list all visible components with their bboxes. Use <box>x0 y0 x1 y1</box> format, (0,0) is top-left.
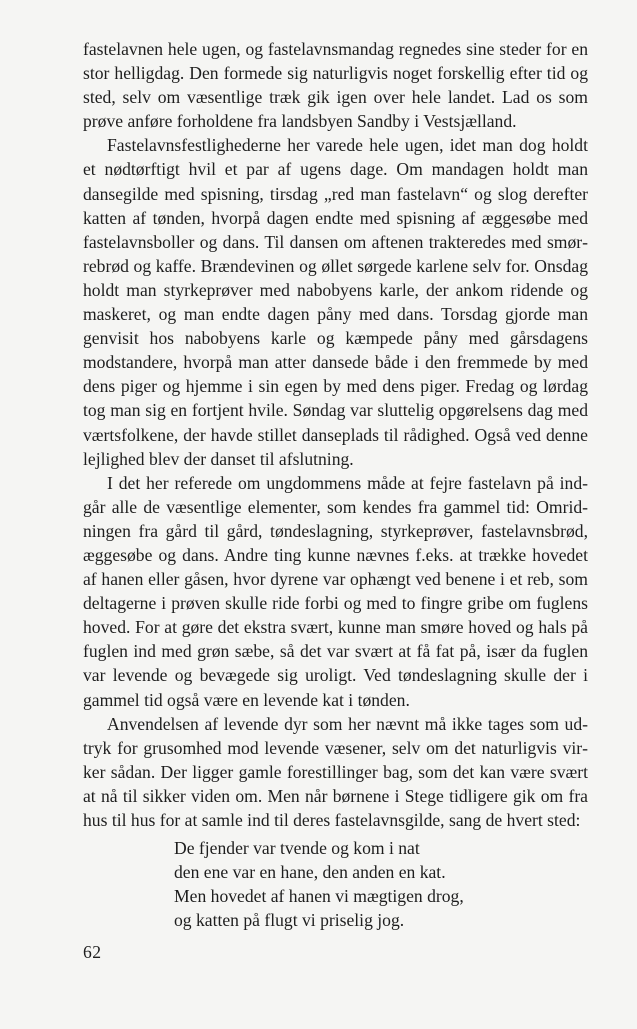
verse-line: Men hovedet af hanen vi mægtigen drog, <box>174 886 464 907</box>
verse <box>174 836 464 932</box>
paragraph-living-animals: Anvendelsen af levende dyr som her nævnt må ikke tages som udtryk for grusomhed mod levende væsener, selv om det naturligvis virker sådan. Der ligger gamle forestillinger bag, som det kan være svært at nå til sikker viden om. Men når børnene i Stege tidligere gik om fra hus til hus for at samle ind til deres fastelavnsgilde, sang de hvert sted: <box>83 713 588 830</box>
page-number: 62 <box>83 942 102 962</box>
verse-line: og katten på flugt vi priselig jog. <box>174 910 405 931</box>
paragraph-continued: fastelavnen hele ugen, og fastelavnsmandag regnedes sine steder for en stor helligdag. Den formede sig naturligvis noget forskellig efter tid og sted, selv om væsentlige træk gik igen over hele landet. Lad os som prøve anføre forholdene fra landsbyen Sandby i Vestsjælland. <box>83 39 588 132</box>
verse-line: De fjender var tvende og kom i nat <box>174 838 420 858</box>
verse-line: den ene var en hane, den anden en kat. <box>174 862 446 883</box>
paragraph-sandby-festivities: Fastelavnsfestlighederne her varede hele ugen, idet man dog holdt et nødtørftigt hvil et par af ugens dage. Om mandagen holdt man dansegilde med spisning, tirsdag „red man fastelavn“ og slog derefter katten af tønden, hvorpå dagen endte med spisning af æggesøbe med fastelavnsboller og dans. Til dansen om aftenen trakteredes med smørrebrød og kaffe. Brændevinen og øllet sørgede karlene selv for. Onsdag holdt man styrkeprøver med nabobyens karle, der ankom ridende og maskeret, og man endte dagen påny med dans. Torsdag gjorde man genvisit hos nabobyens karle og kæmpede påny med gårsdagens modstandere, hvorpå man atter dansede både i den fremmede by med dens piger og hjemme i sin egen by med dens piger. Fredag og lørdag tog man sig en fortjent hvile. Søndag var sluttelig opgørelsens dag med værtsfolkene, der havde stillet danseplads til rådighed. Også ved denne lejlighed blev der danset til afslutning. <box>83 135 588 469</box>
body-text <box>83 37 588 832</box>
paragraph-elements: I det her referede om ungdommens måde at fejre fastelavn på indgår alle de væsentlige elementer, som kendes fra gammel tid: Omridningen fra gård til gård, tøndeslagning, styrkeprøver, fastelavnsbrød, æggesøbe og dans. Andre ting kunne nævnes f.eks. at trække hovedet af hanen eller gåsen, hvor dyrene var ophængt ved benene i et reb, som deltagerne i prøven skulle ride forbi og med to fingre gribe om fuglens hoved. For at gøre det ekstra svært, kunne man smøre hoved og hals på fuglen ind med grøn sæbe, så det var svært at få fat på, især da fuglen var levende og bevægede sig uroligt. Ved tøndeslagning skulle der i gammel tid også være en levende kat i tønden. <box>83 472 588 710</box>
